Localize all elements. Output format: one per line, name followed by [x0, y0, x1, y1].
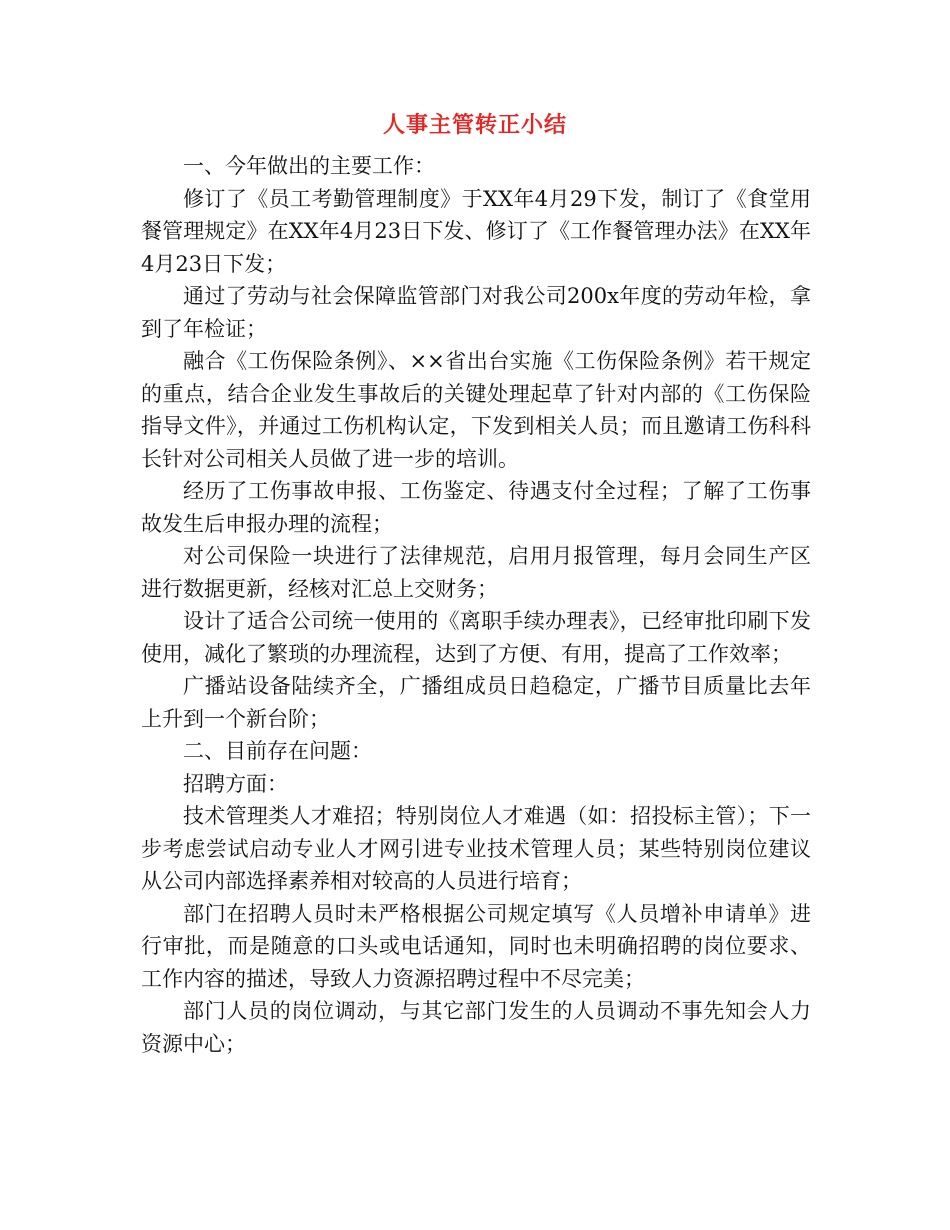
- subheading-recruitment: 招聘方面：: [183, 771, 288, 796]
- paragraph-labor-inspection: 通过了劳动与社会保障监管部门对我公司200x年度的劳动年检，拿到了年检证；: [141, 284, 811, 341]
- paragraph-attendance-policy: 修订了《员工考勤管理制度》于XX年4月29下发，制订了《食堂用餐管理规定》在XX年4月23日下发、修订了《工作餐管理办法》在XX年4月23日下发；: [141, 186, 811, 276]
- paragraph-injury-insurance: 融合《工伤保险条例》、××省出台实施《工伤保险条例》若干规定的重点，结合企业发生事故后的关键处理起草了针对内部的《工伤保险指导文件》，并通过工伤机构认定，下发到相关人员；而且邀请工伤科科长针对公司相关人员做了进一步的培训。: [141, 349, 811, 471]
- paragraph-broadcast-station: 广播站设备陆续齐全，广播组成员日趋稳定，广播节目质量比去年上升到一个新台阶；: [141, 674, 811, 731]
- section-heading-work: 一、今年做出的主要工作：: [183, 154, 435, 178]
- paragraph-resignation-form: 设计了适合公司统一使用的《离职手续办理表》，已经审批印刷下发使用，减化了繁琐的办理流程，达到了方便、有用，提高了工作效率；: [141, 609, 811, 666]
- paragraph-staff-transfer: 部门人员的岗位调动，与其它部门发生的人员调动不事先知会人力资源中心；: [141, 999, 811, 1056]
- paragraph-injury-process: 经历了工伤事故申报、工伤鉴定、待遇支付全过程；了解了工伤事故发生后申报办理的流程；: [141, 479, 811, 536]
- section-heading-problems: 二、目前存在问题：: [183, 739, 372, 763]
- paragraph-insurance-management: 对公司保险一块进行了法律规范，启用月报管理，每月会同生产区进行数据更新，经核对汇总上交财务；: [141, 544, 811, 601]
- document-body: [141, 150, 811, 1060]
- paragraph-recruitment-process: 部门在招聘人员时未严格根据公司规定填写《人员增补申请单》进行审批，而是随意的口头或电话通知，同时也未明确招聘的岗位要求、工作内容的描述，导致人力资源招聘过程中不尽完美；: [141, 901, 811, 991]
- document-title: 人事主管转正小结: [382, 112, 567, 138]
- paragraph-talent-shortage: 技术管理类人才难招；特别岗位人才难遇（如：招投标主管）；下一步考虑尝试启动专业人才网引进专业技术管理人员；某些特别岗位建议从公司内部选择素养相对较高的人员进行培育；: [141, 804, 811, 893]
